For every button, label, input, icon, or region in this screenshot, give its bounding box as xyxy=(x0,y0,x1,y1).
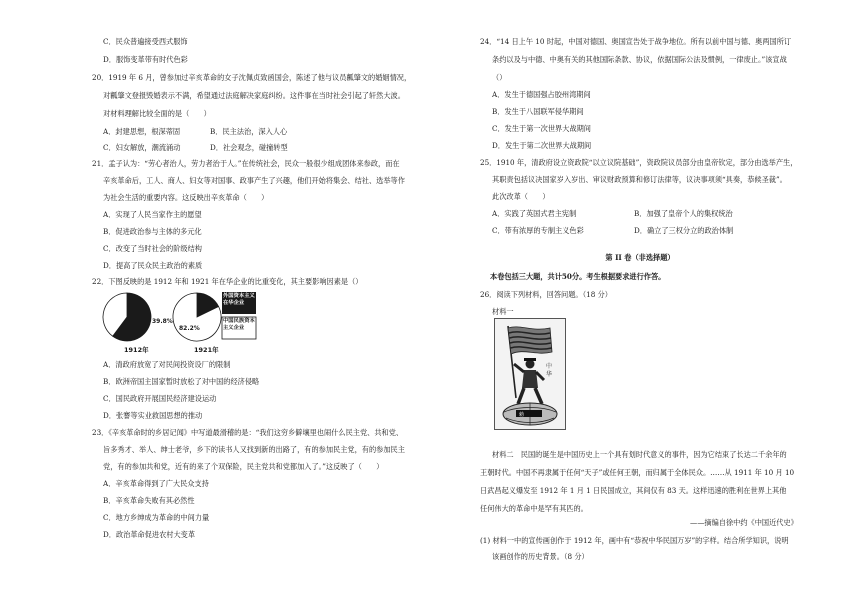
q21-option-d: D．提高了民众民主政治的素质 xyxy=(103,261,203,270)
q26-stem: 26．阅读下列材料，回答问题。（18 分） xyxy=(480,290,612,299)
poster-caption: 勅 xyxy=(519,412,525,418)
q23-option-d: D．政治革命促进农村大变革 xyxy=(103,530,196,539)
q25-option-a: A．实践了英国式君主宪制 xyxy=(492,209,577,218)
q24-option-c: C．发生于第一次世界大战期间 xyxy=(492,124,591,133)
q25-stem-line1: 25．1910 年，清政府设立资政院“以立议院基础”，资政院议员部分由皇帝钦定，部分由选举产生， xyxy=(480,158,798,167)
q23-stem-line1: 23．《辛亥革命时的乡居记闻》中写道最滑稽的是：“我们这穷乡僻壤里也闹什么民主党、共和党、 xyxy=(92,428,404,437)
q20-option-a: A．封建思想，根深蒂固 xyxy=(103,127,181,136)
q20-stem-line1: 20．1919 年 6 月，曾参加过辛亥革命的女子沈佩贞致函国会，陈述了他与议员瓤肇文的婚姻情况， xyxy=(92,73,412,82)
pie-1912-slice-label: 39.8% xyxy=(152,318,173,325)
q23-option-b: B．辛亥革命失败有其必然性 xyxy=(103,496,195,505)
section-subtitle: 本卷包括三大题，共计50分。考生根据要求进行作答。 xyxy=(490,272,666,281)
q20-stem-line2: 对瓤肇文登报毁婚表示不满，希望通过法庭解决家庭纠纷。这件事在当时社会引起了轩然大波。 xyxy=(103,91,405,100)
q26-subquestion-1-line2: 该画创作的历史背景。（8 分） xyxy=(492,552,589,561)
q26-material-two-line1: 材料二 民国的诞生是中国历史上一个具有划时代意义的事件，因为它结束了长达二千余年的 xyxy=(492,450,787,459)
q21-stem-line1: 21．孟子认为：“劳心者治人，劳力者治于人。”在传统社会，民众一般很少组成团体来参政，而在 xyxy=(92,159,400,168)
svg-text:华: 华 xyxy=(546,371,553,378)
q23-option-c: C．地方乡绅成为革命的中间力量 xyxy=(103,513,210,522)
q21-stem-line2: 辛亥革命后，工人、商人、妇女等对国事、政事产生了兴趣，他们开始将集会、结社、选举等作 xyxy=(103,176,405,185)
q25-stem-line2: 其职责包括议决国家岁入岁出、审议财政预算和修订法律等，议决事项须“具奏，恭候圣裁”。 xyxy=(492,175,787,184)
svg-text:中: 中 xyxy=(546,363,553,370)
q22-option-c: C．国民政府开展国民经济建设运动 xyxy=(103,394,217,403)
q22-option-d: D．张謇等实业救国思想的推动 xyxy=(103,411,203,420)
q25-option-d: D．确立了三权分立的政治体制 xyxy=(634,226,734,235)
q19-option-d: D．服饰变革带有时代色彩 xyxy=(103,55,188,64)
pie-1921 xyxy=(173,293,221,341)
q20-stem-line3: 对材料理解比较全面的是（ ） xyxy=(103,109,211,118)
propaganda-poster-image xyxy=(494,318,566,430)
pie-1921-year-label: 1921年 xyxy=(194,346,219,354)
q23-stem-line2: 旨多秀才、举人、绅士老爷，乡下的读书人又找到新的出路了，有的参加民主党，有的参加民主 xyxy=(103,445,405,454)
q23-stem-line3: 党，有的参加共和党，近有的来了个双保险，民主党共和党都加入了。”这反映了（ ） xyxy=(103,462,384,471)
q22-option-b: B．欧洲帝国主国家暂时放松了对中国的经济侵略 xyxy=(103,377,260,386)
q21-option-b: B．促进政治参与主体的多元化 xyxy=(103,227,202,236)
q20-option-c: C．妇女解放，潮流涌动 xyxy=(103,143,181,152)
q26-material-one-label: 材料一 xyxy=(492,307,514,316)
q26-subquestion-1-line1: (1) 材料一中的宣传画创作于 1912 年，画中有“恭祝中华民国万岁”的字样。结合所学知识，说明 xyxy=(480,536,789,545)
q20-option-d: D．社会观念，碰撞转型 xyxy=(210,143,288,152)
q22-stem: 22．下图反映的是 1912 年和 1921 年在华企业的比重变化，其主要影响因素是（） xyxy=(92,277,363,286)
q23-option-a: A．辛亥革命得到了广大民众支持 xyxy=(103,479,209,488)
q25-option-b: B．加强了皇帝个人的集权统治 xyxy=(634,209,733,218)
q26-material-two-line3: 日武昌起义爆发至 1912 年 1 月 1 日民国成立，其间仅有 83 天。这样迅速的胜利在世界上其他 xyxy=(480,486,787,495)
section-title: 第 II 卷（非选择题） xyxy=(605,253,675,262)
q24-option-a: A．发生于德国强占胶州湾期间 xyxy=(492,90,591,99)
q24-stem-line1: 24．“14 日上午 10 时起，中国对德国、奥国宣告处于战争地位。所有以前中国与德、奥两国所订 xyxy=(480,37,792,46)
pie-chart-figure xyxy=(100,288,300,354)
q21-option-c: C．改变了当时社会的阶级结构 xyxy=(103,244,202,253)
q24-stem-line3: （） xyxy=(492,73,507,82)
q24-option-b: B．发生于八国联军侵华期间 xyxy=(492,107,584,116)
q21-stem-line3: 为社会生活的重要内容。这反映出辛亥革命（ ） xyxy=(103,193,269,202)
legend-national-label: 中国民族资本主义企业 xyxy=(223,318,255,331)
q22-option-a: A．清政府放宽了对民间投资设厂的限制 xyxy=(103,360,231,369)
q24-option-d: D．发生于第二次世界大战期间 xyxy=(492,141,592,150)
pie-1912-year-label: 1912年 xyxy=(124,346,149,354)
q25-option-c: C．带有浓厚的专制主义色彩 xyxy=(492,226,584,235)
q21-option-a: A．实现了人民当家作主的愿望 xyxy=(103,210,202,219)
q26-material-two-line2: 王朝时代。中国不再隶属于任何“天子”或任何王朝，而归属于全体民众。……从 1911 年 10 月 10 xyxy=(480,468,795,477)
q26-source-citation: ——摘编自徐中约《中国近代史》 xyxy=(690,518,798,527)
pie-1912 xyxy=(103,293,151,341)
q25-stem-line3: 此次改革（ ） xyxy=(492,192,550,201)
q19-option-c: C．民众普遍接受西式服饰 xyxy=(103,37,188,46)
q20-option-b: B．民主法治，深入人心 xyxy=(210,127,288,136)
q26-material-two-line4: 任何伟大的革命中是罕有其匹的。 xyxy=(480,504,588,513)
q24-stem-line2: 条约以及与中德、中奥有关的其他国际条款、协议，依据国际公法及惯例，一律废止。”该宣战 xyxy=(492,55,787,64)
legend-foreign-label: 外国资本主义在华企业 xyxy=(223,293,255,306)
pie-1921-slice-label: 82.2% xyxy=(179,325,200,332)
